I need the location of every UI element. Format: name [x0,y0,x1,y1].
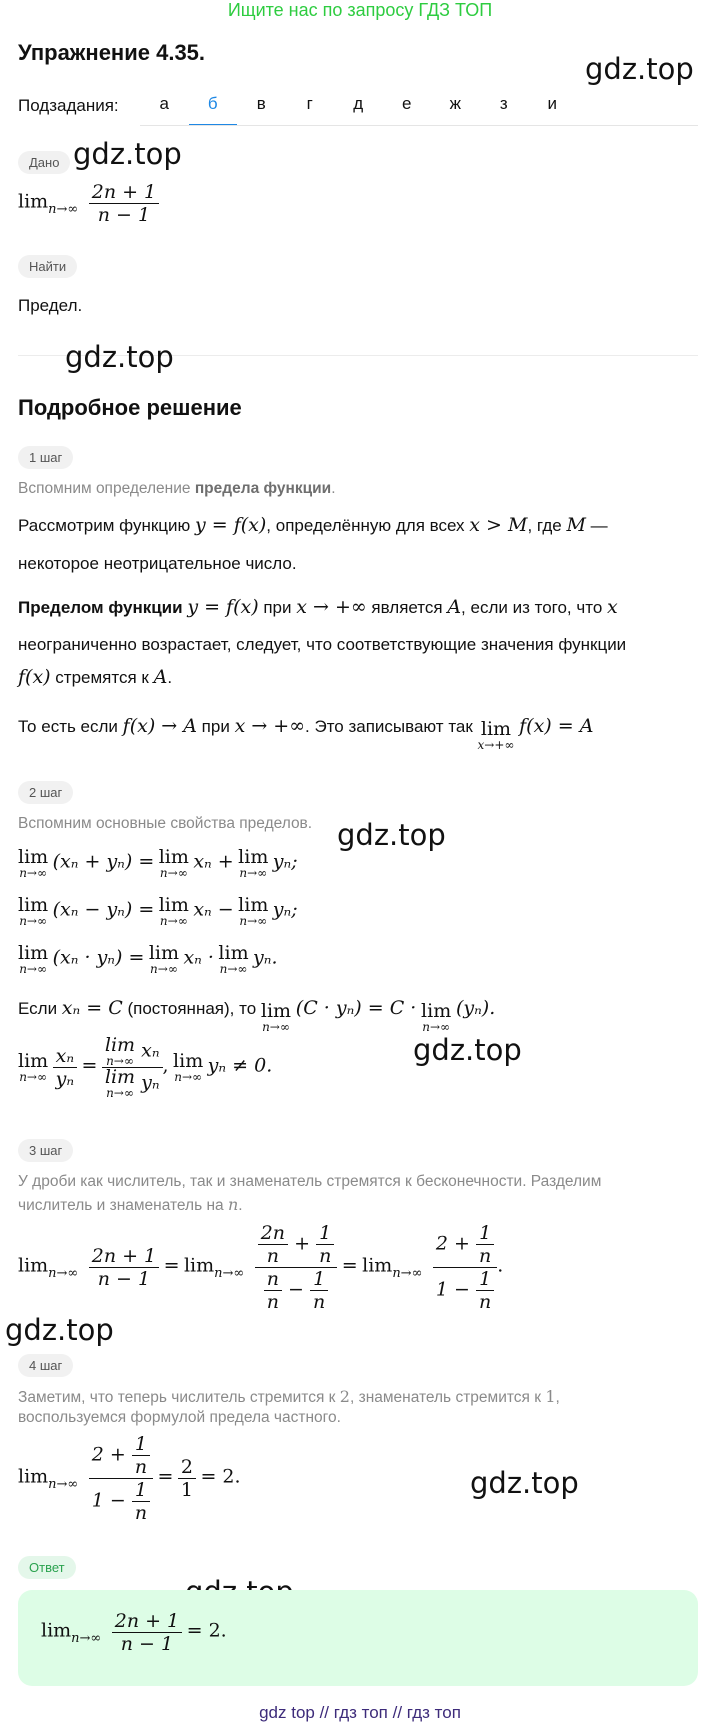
limit-property-constant: Если xₙ = C (постоянная), то lim n→∞ (C · yₙ) = C · lim n→∞ (yₙ). [18,996,496,1034]
limit-property-product: lim n→∞ (xₙ · yₙ) = lim n→∞ xₙ · lim n→∞ yₙ. [18,942,278,976]
exercise-title: Упражнение 4.35. [18,40,206,65]
limit-property-quotient: lim n→∞ $\frac{\text{xₙ}}{\text{yₙ}}$ = lim n→∞ xₙ lim n→∞ yₙ , lim n→∞ yₙ ≠ 0. [18,1034,273,1100]
subtask-tab-e[interactable]: е [402,94,412,113]
solution-title: Подробное решение [18,395,242,420]
step3-hint-line1: У дроби как числитель, так и знаменатель стремятся к бесконечности. Разделим [18,1173,602,1190]
given-expression [18,181,159,226]
step1-paragraph1: Рассмотрим функцию y = f(x), определённую для всех x > M, где M — [18,514,608,536]
step1-paragraph2: Пределом функции y = f(x) при x → +∞ является A, если из того, что x [18,596,618,618]
step1-paragraph3: То есть если f(x) → A при x → +∞. Это записывают так lim x→+∞ f(x) = A [18,714,594,752]
watermark: gdz.top [337,818,446,852]
footer-links[interactable]: gdz top // гдз топ // гдз топ [259,1703,461,1722]
step3-equation: $\lim_{n\to\infty}$ $\frac{2n + 1}{n - 1}$ = $\lim_{n\to\infty}$ $\frac{2n}{n}$ + $\frac{1}{n}$ $\frac{n}{n}$ − $\frac{1}{n}$ = $\lim_{n\to\infty}$ 2 + $\frac{1}{n}$ 1 − $\frac{1}{n}$ . [18,1222,504,1313]
watermark: gdz.top [413,1033,522,1067]
subtask-tab-b[interactable]: б [189,94,238,126]
step4-label: 4 шаг [18,1354,73,1377]
find-label: Найти [18,255,77,278]
watermark: gdz.top [5,1313,114,1347]
step1-paragraph1-line2: некоторое неотрицательное число. [18,554,297,573]
watermark: gdz.top [470,1466,579,1500]
fraction-numerator: 2n + 1 [91,181,157,203]
step1-hint: Вспомним определение предела функции. [18,480,336,497]
watermark: gdz.top [585,52,694,86]
subtask-tab-g[interactable]: г [306,94,313,113]
step4-equation: $\lim_{n\to\infty}$ 2 + $\frac{1}{n}$ 1 − $\frac{1}{n}$ = $\frac{2}{1}$ = 2. [18,1433,241,1524]
subtask-tab-zh[interactable]: ж [449,94,461,113]
answer-label: Ответ [18,1556,76,1579]
watermark: gdz.top [73,137,182,171]
limit-property-sum: lim n→∞ (xₙ + yₙ) = lim n→∞ xₙ + lim n→∞ yₙ; [18,846,298,880]
step4-hint-line2: воспользуемся формулой предела частного. [18,1409,341,1426]
subtask-tab-i[interactable]: и [547,94,557,113]
subtasks-label: Подзадания: [18,96,119,115]
step2-hint: Вспомним основные свойства пределов. [18,815,313,832]
fraction-denominator: n − 1 [89,203,159,226]
subtask-tab-z[interactable]: з [499,94,508,113]
tabs-divider [140,125,698,126]
promo-banner[interactable]: Ищите нас по запросу ГДЗ ТОП [227,0,493,20]
step2-label: 2 шаг [18,781,73,804]
lim-subscript: n→∞ [48,201,79,217]
answer-expression: $\lim_{n\to\infty}$ $\frac{2n + 1}{n - 1}$ = 2. [41,1610,227,1655]
watermark: gdz.top [65,340,174,374]
step1-label: 1 шаг [18,446,73,469]
step3-hint-line2: числитель и знаменатель на n. [18,1195,243,1214]
limit-property-difference: lim n→∞ (xₙ − yₙ) = lim n→∞ xₙ − lim n→∞ yₙ; [18,894,298,928]
step1-paragraph2-line2: неограниченно возрастает, следует, что соответствующие значения функции [18,635,627,654]
subtask-tab-v[interactable]: в [256,94,266,113]
subtasks-tabs [140,94,577,126]
given-label: Дано [18,151,70,174]
step4-hint-line1: Заметим, что теперь числитель стремится к 2, знаменатель стремится к 1, [18,1387,560,1406]
lim-symbol: lim [18,190,49,213]
subtask-tab-d[interactable]: д [353,94,364,113]
find-text: Предел. [18,296,83,315]
step1-paragraph2-line3: f(x) стремятся к A. [18,666,173,688]
step3-label: 3 шаг [18,1139,73,1162]
subtask-tab-a[interactable]: а [159,94,169,113]
